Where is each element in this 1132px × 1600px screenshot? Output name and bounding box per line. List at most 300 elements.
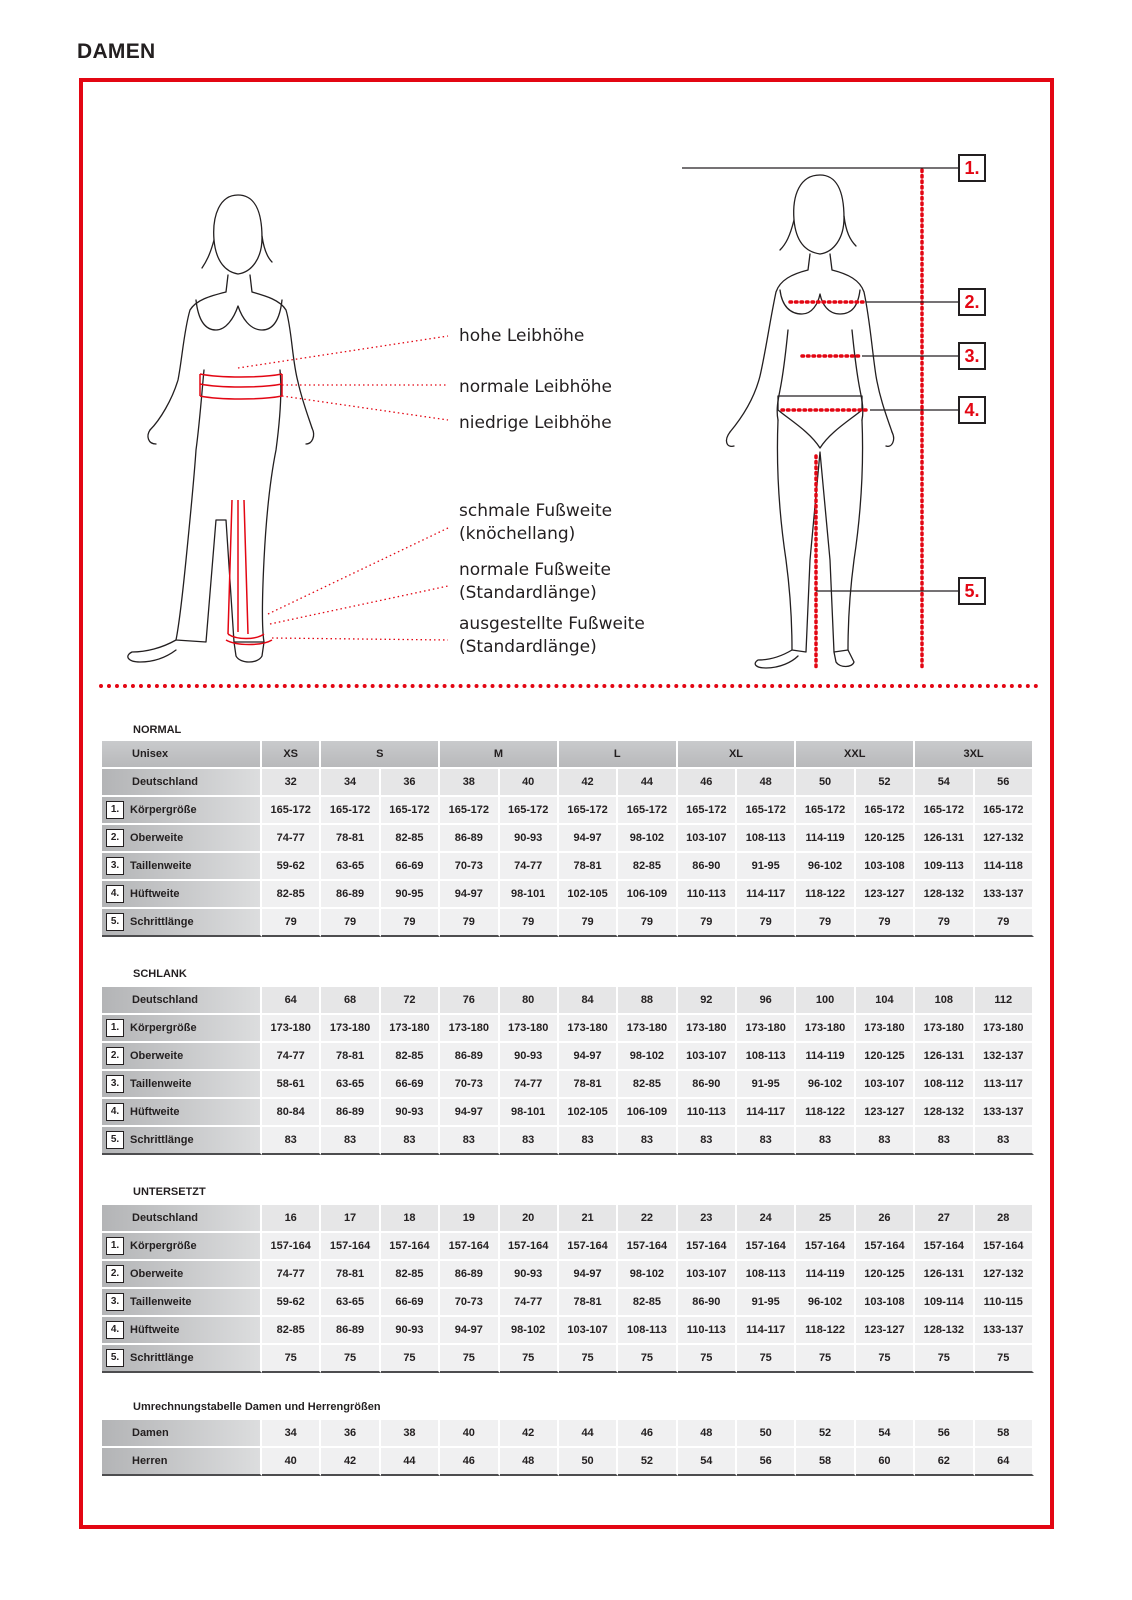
table-cell: 28 [975, 1205, 1035, 1231]
table-cell: 90-93 [381, 1317, 440, 1343]
table-cell: 96 [737, 987, 796, 1013]
table-cell: 38 [381, 1420, 440, 1446]
unisex-size-cell: XXL [796, 741, 915, 767]
table-cell: 83 [796, 1127, 855, 1155]
table-cell: 83 [262, 1127, 321, 1155]
table-cell: 82-85 [262, 1317, 321, 1343]
unisex-size-cell: 3XL [915, 741, 1034, 767]
table-cell: 20 [500, 1205, 559, 1231]
table-cell: 173-180 [737, 1015, 796, 1041]
table-cell: 78-81 [559, 1289, 618, 1315]
table-cell: 106-109 [618, 881, 677, 907]
table-cell: 40 [500, 769, 559, 795]
table-row [102, 769, 1034, 795]
table-cell: 78-81 [559, 853, 618, 879]
table-cell: 173-180 [440, 1015, 499, 1041]
table-cell: 165-172 [618, 797, 677, 823]
table-cell: 68 [321, 987, 380, 1013]
row-label-text: Körpergröße [130, 1240, 197, 1252]
table-cell: 48 [737, 769, 796, 795]
table-cell: 36 [381, 769, 440, 795]
table-cell: 83 [559, 1127, 618, 1155]
table-row [102, 1071, 1034, 1097]
table-cell: 118-122 [796, 1317, 855, 1343]
table-row [102, 1420, 1034, 1446]
table-row [102, 987, 1034, 1013]
row-label [102, 769, 262, 795]
table-row [102, 1233, 1034, 1259]
row-label [102, 1099, 262, 1125]
table-cell: 103-107 [678, 1261, 737, 1287]
table-cell: 60 [856, 1448, 915, 1476]
table-cell: 173-180 [381, 1015, 440, 1041]
measure-number-badge: 2. [106, 1047, 124, 1065]
table-cell: 133-137 [975, 881, 1035, 907]
table-cell: 165-172 [975, 797, 1035, 823]
table-cell: 157-164 [796, 1233, 855, 1259]
table-row [102, 881, 1034, 907]
table-cell: 114-119 [796, 1261, 855, 1287]
table-cell: 173-180 [796, 1015, 855, 1041]
table-cell: 64 [262, 987, 321, 1013]
table-cell: 63-65 [321, 1071, 380, 1097]
table-cell: 83 [678, 1127, 737, 1155]
measure-number-badge: 4. [106, 885, 124, 903]
table-cell: 24 [737, 1205, 796, 1231]
table-cell: 56 [915, 1420, 974, 1446]
table-cell: 34 [262, 1420, 321, 1446]
table-cell: 108-112 [915, 1071, 974, 1097]
table-cell: 48 [500, 1448, 559, 1476]
table-cell: 44 [618, 769, 677, 795]
table-cell: 90-93 [500, 1043, 559, 1069]
marker-1: 1. [958, 154, 986, 182]
row-label [102, 1289, 262, 1315]
table-row [102, 853, 1034, 879]
table-cell: 98-102 [618, 1261, 677, 1287]
row-label [102, 853, 262, 879]
table-cell: 157-164 [975, 1233, 1035, 1259]
table-cell: 108-113 [737, 1043, 796, 1069]
row-label-text: Hüftweite [130, 888, 180, 900]
table-cell: 173-180 [321, 1015, 380, 1041]
table-cell: 98-102 [618, 825, 677, 851]
measure-number-badge: 5. [106, 913, 124, 931]
table-cell: 75 [975, 1345, 1035, 1373]
table-cell: 165-172 [856, 797, 915, 823]
table-cell: 83 [856, 1127, 915, 1155]
table-cell: 86-90 [678, 1071, 737, 1097]
row-label [102, 1448, 262, 1476]
table-cell: 79 [500, 909, 559, 937]
table-cell: 50 [796, 769, 855, 795]
rise-label-low: niedrige Leibhöhe [459, 413, 612, 433]
table-cell: 96-102 [796, 853, 855, 879]
table-cell: 46 [618, 1420, 677, 1446]
table-cell: 82-85 [262, 881, 321, 907]
table-cell: 79 [440, 909, 499, 937]
table-cell: 75 [737, 1345, 796, 1373]
table-row [102, 1099, 1034, 1125]
table-cell: 40 [262, 1448, 321, 1476]
table-cell: 21 [559, 1205, 618, 1231]
table-cell: 46 [678, 769, 737, 795]
table-row [102, 1289, 1034, 1315]
table-cell: 44 [559, 1420, 618, 1446]
measure-number-badge: 1. [106, 801, 124, 819]
unisex-size-cell: XS [262, 741, 321, 767]
table-title-normal: NORMAL [133, 724, 182, 736]
table-cell: 165-172 [440, 797, 499, 823]
body-figure-icon [727, 175, 894, 668]
table-cell: 123-127 [856, 1317, 915, 1343]
row-label [102, 881, 262, 907]
row-label-text: Taillenweite [130, 860, 192, 872]
unisex-row [102, 741, 1034, 767]
measure-number-badge: 1. [106, 1019, 124, 1037]
table-cell: 46 [440, 1448, 499, 1476]
row-label [102, 909, 262, 937]
table-cell: 165-172 [381, 797, 440, 823]
table-cell: 48 [678, 1420, 737, 1446]
table-cell: 100 [796, 987, 855, 1013]
table-cell: 72 [381, 987, 440, 1013]
table-cell: 114-119 [796, 1043, 855, 1069]
table-row [102, 1448, 1034, 1476]
table-cell: 157-164 [856, 1233, 915, 1259]
table-cell: 110-113 [678, 881, 737, 907]
table-cell: 74-77 [262, 825, 321, 851]
table-cell: 50 [737, 1420, 796, 1446]
table-cell: 83 [618, 1127, 677, 1155]
table-cell: 42 [559, 769, 618, 795]
table-cell: 165-172 [796, 797, 855, 823]
table-cell: 157-164 [321, 1233, 380, 1259]
table-cell: 94-97 [440, 1317, 499, 1343]
table-cell: 74-77 [500, 1289, 559, 1315]
table-cell: 22 [618, 1205, 677, 1231]
table-cell: 86-89 [321, 881, 380, 907]
measure-number-badge: 5. [106, 1349, 124, 1367]
table-row [102, 1043, 1034, 1069]
table-cell: 126-131 [915, 1043, 974, 1069]
table-cell: 157-164 [262, 1233, 321, 1259]
table-cell: 36 [321, 1420, 380, 1446]
table-cell: 157-164 [381, 1233, 440, 1259]
table-cell: 127-132 [975, 825, 1035, 851]
table-cell: 102-105 [559, 881, 618, 907]
table-cell: 173-180 [915, 1015, 974, 1041]
unisex-size-cell: XL [678, 741, 797, 767]
row-label-text: Taillenweite [130, 1078, 192, 1090]
row-label: Unisex [102, 741, 262, 767]
table-cell: 54 [915, 769, 974, 795]
table-cell: 75 [618, 1345, 677, 1373]
size-table-untersetzt [102, 1203, 1034, 1375]
table-cell: 52 [856, 769, 915, 795]
table-cell: 16 [262, 1205, 321, 1231]
table-cell: 91-95 [737, 1289, 796, 1315]
table-row [102, 909, 1034, 937]
row-label [102, 987, 262, 1013]
size-table-schlank [102, 985, 1034, 1157]
table-cell: 108-113 [737, 825, 796, 851]
table-cell: 108-113 [737, 1261, 796, 1287]
table-cell: 128-132 [915, 1317, 974, 1343]
table-cell: 91-95 [737, 1071, 796, 1097]
table-cell: 66-69 [381, 1289, 440, 1315]
measure-number-badge: 4. [106, 1321, 124, 1339]
table-cell: 112 [975, 987, 1035, 1013]
row-label-text: Schrittlänge [130, 1352, 194, 1364]
table-cell: 109-113 [915, 853, 974, 879]
table-cell: 18 [381, 1205, 440, 1231]
row-label-text: Deutschland [132, 1212, 199, 1225]
table-cell: 75 [678, 1345, 737, 1373]
unisex-size-cell: L [559, 741, 678, 767]
measure-number-badge: 2. [106, 1265, 124, 1283]
table-cell: 74-77 [500, 853, 559, 879]
leg-label-narrow: schmale Fußweite (knöchellang) [459, 501, 613, 544]
table-cell: 25 [796, 1205, 855, 1231]
table-cell: 59-62 [262, 853, 321, 879]
measure-number-badge: 3. [106, 857, 124, 875]
size-table-conversion [102, 1418, 1034, 1478]
table-cell: 80-84 [262, 1099, 321, 1125]
table-cell: 42 [500, 1420, 559, 1446]
table-cell: 98-102 [500, 1317, 559, 1343]
table-cell: 118-122 [796, 881, 855, 907]
table-cell: 98-102 [618, 1043, 677, 1069]
table-cell: 82-85 [618, 1071, 677, 1097]
table-cell: 90-93 [500, 1261, 559, 1287]
table-cell: 79 [796, 909, 855, 937]
table-title-untersetzt: UNTERSETZT [133, 1186, 206, 1198]
table-cell: 106-109 [618, 1099, 677, 1125]
table-cell: 90-93 [500, 825, 559, 851]
table-cell: 66-69 [381, 1071, 440, 1097]
table-title-schlank: SCHLANK [133, 968, 187, 980]
row-label-text: Damen [132, 1427, 169, 1440]
row-label [102, 1043, 262, 1069]
table-cell: 110-113 [678, 1099, 737, 1125]
table-cell: 58 [796, 1448, 855, 1476]
table-cell: 23 [678, 1205, 737, 1231]
table-cell: 165-172 [321, 797, 380, 823]
row-label-text: Schrittlänge [130, 1134, 194, 1146]
table-cell: 113-117 [975, 1071, 1035, 1097]
table-cell: 92 [678, 987, 737, 1013]
table-cell: 44 [381, 1448, 440, 1476]
row-label [102, 825, 262, 851]
table-cell: 86-89 [440, 825, 499, 851]
table-cell: 114-119 [796, 825, 855, 851]
table-cell: 88 [618, 987, 677, 1013]
table-row [102, 825, 1034, 851]
table-cell: 79 [381, 909, 440, 937]
row-label-text: Körpergröße [130, 1022, 197, 1034]
table-cell: 104 [856, 987, 915, 1013]
table-cell: 90-93 [381, 1099, 440, 1125]
table-cell: 50 [559, 1448, 618, 1476]
table-cell: 83 [975, 1127, 1035, 1155]
table-cell: 75 [915, 1345, 974, 1373]
marker-2: 2. [958, 288, 986, 316]
table-cell: 103-107 [559, 1317, 618, 1343]
row-label-text: Hüftweite [130, 1324, 180, 1336]
row-label-text: Oberweite [130, 1050, 184, 1062]
table-cell: 54 [856, 1420, 915, 1446]
table-cell: 157-164 [440, 1233, 499, 1259]
marker-3: 3. [958, 342, 986, 370]
table-cell: 123-127 [856, 1099, 915, 1125]
table-cell: 63-65 [321, 1289, 380, 1315]
table-cell: 103-107 [856, 1071, 915, 1097]
table-cell: 118-122 [796, 1099, 855, 1125]
table-cell: 128-132 [915, 881, 974, 907]
table-cell: 165-172 [915, 797, 974, 823]
table-cell: 173-180 [678, 1015, 737, 1041]
row-label [102, 1261, 262, 1287]
row-label-text: Taillenweite [130, 1296, 192, 1308]
table-cell: 127-132 [975, 1261, 1035, 1287]
table-row [102, 1205, 1034, 1231]
table-row [102, 1261, 1034, 1287]
table-cell: 62 [915, 1448, 974, 1476]
table-cell: 133-137 [975, 1317, 1035, 1343]
table-cell: 165-172 [678, 797, 737, 823]
table-row [102, 1317, 1034, 1343]
leg-label-normal: normale Fußweite (Standardlänge) [459, 560, 611, 603]
section-divider [99, 684, 1039, 688]
table-cell: 157-164 [559, 1233, 618, 1259]
table-cell: 128-132 [915, 1099, 974, 1125]
table-cell: 56 [975, 769, 1035, 795]
rise-label-high: hohe Leibhöhe [459, 326, 585, 346]
measure-number-badge: 4. [106, 1103, 124, 1121]
table-cell: 40 [440, 1420, 499, 1446]
table-cell: 58-61 [262, 1071, 321, 1097]
table-cell: 19 [440, 1205, 499, 1231]
table-cell: 96-102 [796, 1289, 855, 1315]
unisex-size-cell: S [321, 741, 440, 767]
table-cell: 79 [321, 909, 380, 937]
table-cell: 32 [262, 769, 321, 795]
table-cell: 103-108 [856, 853, 915, 879]
table-cell: 58 [975, 1420, 1035, 1446]
table-cell: 94-97 [440, 1099, 499, 1125]
marker-5: 5. [958, 577, 986, 605]
table-cell: 74-77 [262, 1261, 321, 1287]
table-cell: 82-85 [618, 1289, 677, 1315]
table-cell: 114-118 [975, 853, 1035, 879]
table-cell: 114-117 [737, 881, 796, 907]
table-cell: 157-164 [915, 1233, 974, 1259]
table-cell: 79 [678, 909, 737, 937]
table-cell: 94-97 [559, 825, 618, 851]
table-cell: 173-180 [856, 1015, 915, 1041]
page-title: DAMEN [77, 40, 156, 63]
table-cell: 96-102 [796, 1071, 855, 1097]
table-cell: 82-85 [381, 1261, 440, 1287]
table-cell: 78-81 [321, 825, 380, 851]
measure-number-badge: 3. [106, 1293, 124, 1311]
table-cell: 34 [321, 769, 380, 795]
row-label [102, 797, 262, 823]
table-cell: 75 [321, 1345, 380, 1373]
row-label [102, 1205, 262, 1231]
table-title-umrechnung: Umrechnungstabelle Damen und Herrengrößen [133, 1401, 381, 1413]
table-cell: 126-131 [915, 825, 974, 851]
row-label [102, 1127, 262, 1155]
table-row [102, 1127, 1034, 1155]
table-cell: 78-81 [559, 1071, 618, 1097]
row-label-text: Herren [132, 1455, 168, 1468]
table-cell: 114-117 [737, 1317, 796, 1343]
table-cell: 86-89 [440, 1261, 499, 1287]
unisex-size-cell: M [440, 741, 559, 767]
table-cell: 157-164 [678, 1233, 737, 1259]
table-cell: 75 [559, 1345, 618, 1373]
table-cell: 108 [915, 987, 974, 1013]
table-cell: 86-90 [678, 1289, 737, 1315]
table-cell: 83 [440, 1127, 499, 1155]
table-cell: 27 [915, 1205, 974, 1231]
row-label-text: Körpergröße [130, 804, 197, 816]
table-cell: 79 [737, 909, 796, 937]
table-cell: 173-180 [618, 1015, 677, 1041]
row-label-text: Hüftweite [130, 1106, 180, 1118]
row-label [102, 1233, 262, 1259]
table-cell: 79 [856, 909, 915, 937]
table-cell: 98-101 [500, 881, 559, 907]
table-cell: 52 [618, 1448, 677, 1476]
table-cell: 103-107 [678, 825, 737, 851]
table-cell: 114-117 [737, 1099, 796, 1125]
table-cell: 78-81 [321, 1043, 380, 1069]
table-cell: 133-137 [975, 1099, 1035, 1125]
table-cell: 165-172 [737, 797, 796, 823]
table-cell: 64 [975, 1448, 1035, 1476]
table-cell: 56 [737, 1448, 796, 1476]
row-label [102, 1345, 262, 1373]
table-row [102, 1015, 1034, 1041]
table-cell: 91-95 [737, 853, 796, 879]
table-cell: 63-65 [321, 853, 380, 879]
table-cell: 94-97 [559, 1043, 618, 1069]
measure-number-badge: 5. [106, 1131, 124, 1149]
table-cell: 94-97 [559, 1261, 618, 1287]
table-cell: 103-108 [856, 1289, 915, 1315]
table-cell: 108-113 [618, 1317, 677, 1343]
table-cell: 38 [440, 769, 499, 795]
table-cell: 78-81 [321, 1261, 380, 1287]
table-cell: 157-164 [500, 1233, 559, 1259]
table-cell: 120-125 [856, 1261, 915, 1287]
table-cell: 86-89 [440, 1043, 499, 1069]
table-cell: 70-73 [440, 1289, 499, 1315]
table-cell: 82-85 [381, 825, 440, 851]
table-cell: 84 [559, 987, 618, 1013]
table-cell: 79 [975, 909, 1035, 937]
table-cell: 82-85 [381, 1043, 440, 1069]
table-cell: 17 [321, 1205, 380, 1231]
row-label [102, 1420, 262, 1446]
table-cell: 86-89 [321, 1317, 380, 1343]
measure-number-badge: 2. [106, 829, 124, 847]
size-table-normal [102, 739, 1034, 939]
table-cell: 120-125 [856, 1043, 915, 1069]
